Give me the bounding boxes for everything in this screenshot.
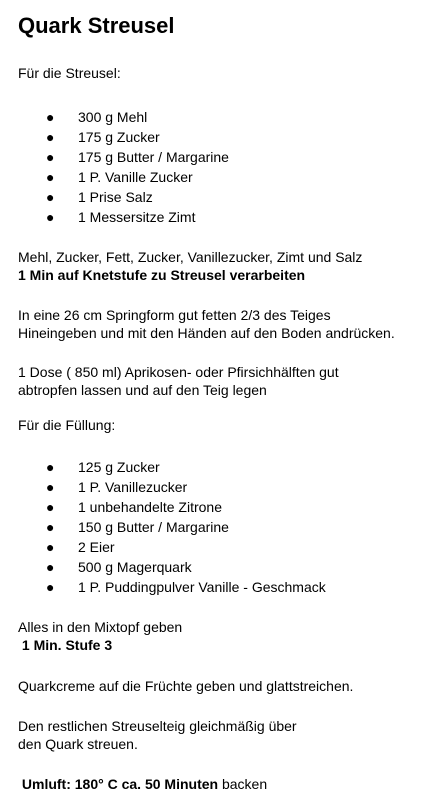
recipe-title: Quark Streusel	[18, 13, 175, 38]
bullet-icon: ●	[46, 109, 55, 125]
step-1-line-1: Mehl, Zucker, Fett, Zucker, Vanillezucker, Zimt und Salz	[18, 249, 363, 265]
bullet-icon: ●	[46, 459, 55, 475]
bullet-icon: ●	[46, 479, 55, 495]
step-2-line-1: In eine 26 cm Springform gut fetten 2/3 des Teiges	[18, 307, 331, 323]
list-item-text: 150 g Butter / Margarine	[78, 519, 229, 535]
list-item-text: 175 g Butter / Margarine	[78, 149, 229, 165]
list-item-text: 1 Messersitze Zimt	[78, 209, 196, 225]
step-6-line-1: Den restlichen Streuselteig gleichmäßig über	[18, 718, 297, 734]
bullet-icon: ●	[46, 189, 55, 205]
step-4-line-2: 1 Min. Stufe 3	[18, 637, 113, 653]
list-item-text: 175 g Zucker	[78, 129, 160, 145]
step-6-line-2: den Quark streuen.	[18, 736, 138, 752]
bullet-icon: ●	[46, 129, 55, 145]
bullet-icon: ●	[46, 169, 55, 185]
bullet-icon: ●	[46, 499, 55, 515]
step-1-line-2: 1 Min auf Knetstufe zu Streusel verarbeiten	[18, 267, 306, 283]
filling-heading: Für die Füllung:	[18, 417, 116, 433]
list-item-text: 1 P. Puddingpulver Vanille - Geschmack	[78, 579, 326, 595]
step-3-line-2: abtropfen lassen und auf den Teig legen	[18, 382, 267, 398]
list-item-text: 300 g Mehl	[78, 109, 148, 125]
step-4-line-1: Alles in den Mixtopf geben	[18, 619, 183, 635]
bullet-icon: ●	[46, 539, 55, 555]
bullet-icon: ●	[46, 209, 55, 225]
list-item-text: 1 unbehandelte Zitrone	[78, 499, 222, 515]
step-3-line-1: 1 Dose ( 850 ml) Aprikosen- oder Pfirsichhälften gut	[18, 364, 339, 380]
bake-instruction	[18, 775, 267, 793]
list-item-text: 1 P. Vanille Zucker	[78, 169, 193, 185]
list-item-text: 1 P. Vanillezucker	[78, 479, 188, 495]
bullet-icon: ●	[46, 519, 55, 535]
step-2-line-2: Hineingeben und mit den Händen auf den Boden andrücken.	[18, 325, 395, 341]
bake-rest: backen	[218, 776, 268, 792]
list-item-text: 2 Eier	[78, 539, 115, 555]
list-item-text: 125 g Zucker	[78, 459, 160, 475]
streusel-heading: Für die Streusel:	[18, 65, 121, 81]
bullet-icon: ●	[46, 559, 55, 575]
bullet-icon: ●	[46, 579, 55, 595]
bake-setting: Umluft: 180° C ca. 50 Minuten	[18, 776, 219, 792]
step-5: Quarkcreme auf die Früchte geben und glattstreichen.	[18, 678, 354, 694]
list-item-text: 500 g Magerquark	[78, 559, 192, 575]
list-item-text: 1 Prise Salz	[78, 189, 153, 205]
bullet-icon: ●	[46, 149, 55, 165]
